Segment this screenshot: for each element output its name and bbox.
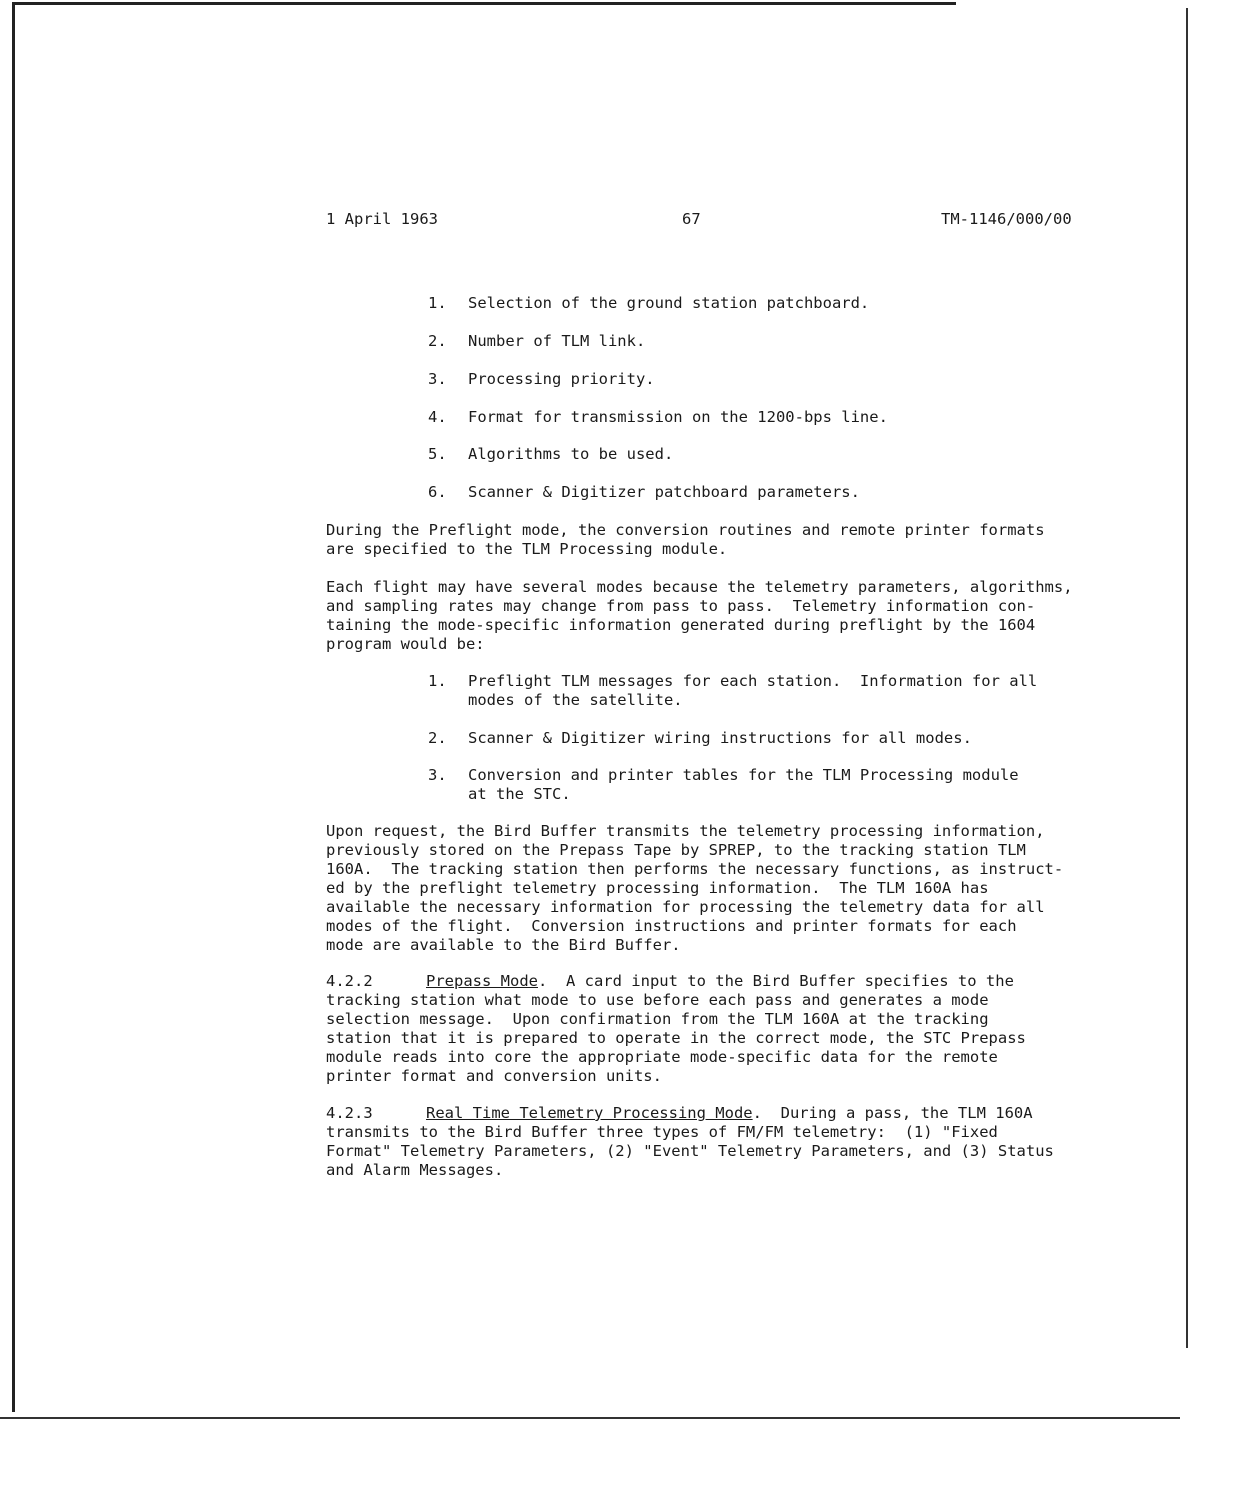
section-title: Real Time Telemetry Processing Mode [426, 1104, 753, 1122]
list-item-number: 2. [428, 332, 447, 350]
section-4-2-2 [326, 972, 1086, 1086]
list-item-number: 3. [428, 370, 447, 388]
paragraph-bird-buffer: Upon request, the Bird Buffer transmits the telemetry processing information, previously stored on the Prepass Tape by SPREP, to the tracking station TLM 160A. The tracking station then performs the necessary functions, as instruct- ed by the preflight telemetry processing information. The TLM 160A has available the necessary information for processing the telemetry data for all modes of the flight. Conversion instructions and printer formats for each mode are available to the Bird Buffer. [326, 822, 1064, 954]
header-page-number: 67 [682, 210, 701, 228]
section-number: 4.2.3 [326, 1104, 373, 1122]
section-number: 4.2.2 [326, 972, 373, 990]
section-4-2-3 [326, 1104, 1086, 1180]
list-item-number: 2. [428, 729, 447, 747]
header-doc-id: TM-1146/000/00 [941, 210, 1072, 228]
list-item-text: Number of TLM link. [468, 332, 646, 350]
list-item-text: Processing priority. [468, 370, 655, 388]
list-item-text: Algorithms to be used. [468, 445, 674, 463]
list-item-text: Scanner & Digitizer wiring instructions for all modes. [468, 729, 972, 747]
list-item-text: Format for transmission on the 1200-bps line. [468, 408, 888, 426]
paragraph-modes: Each flight may have several modes because the telemetry parameters, algorithms, and sampling rates may change from pass to pass. Telemetry information con- taining the mode-specific information generated during preflight by the 1604 program would be: [326, 578, 1073, 653]
list-item-number: 5. [428, 445, 447, 463]
header-date: 1 April 1963 [326, 210, 438, 228]
list-item-number: 1. [428, 294, 447, 312]
list-item-text: Preflight TLM messages for each station. Information for all modes of the satellite. [468, 672, 1038, 709]
section-body: transmits to the Bird Buffer three types of FM/FM telemetry: (1) "Fixed Format" Telemetry Parameters, (2) "Event" Telemetry Parameters, and (3) Status and Alarm Messages. [326, 1123, 1054, 1179]
list-item-text: Conversion and printer tables for the TLM Processing module at the STC. [468, 766, 1019, 803]
list-item-text: Selection of the ground station patchboard. [468, 294, 870, 312]
list-item-number: 1. [428, 672, 447, 690]
section-first-line: . During a pass, the TLM 160A [752, 1104, 1033, 1122]
list-item-number: 3. [428, 766, 447, 784]
section-first-line: . A card input to the Bird Buffer specifies to the [537, 972, 1014, 990]
paragraph-preflight: During the Preflight mode, the conversion routines and remote printer formats are specified to the TLM Processing module. [326, 521, 1045, 558]
list-item-number: 4. [428, 408, 447, 426]
list-item-text: Scanner & Digitizer patchboard parameters. [468, 483, 860, 501]
list-item-number: 6. [428, 483, 447, 501]
section-body: tracking station what mode to use before each pass and generates a mode selection message. Upon confirmation from the TLM 160A at the tracking station that it is prepared to operate in the correct mode, the STC Prepass module reads into core the appropriate mode-specific data for the remote printer format and conversion units. [326, 991, 1026, 1085]
section-title: Prepass Mode [426, 972, 538, 990]
